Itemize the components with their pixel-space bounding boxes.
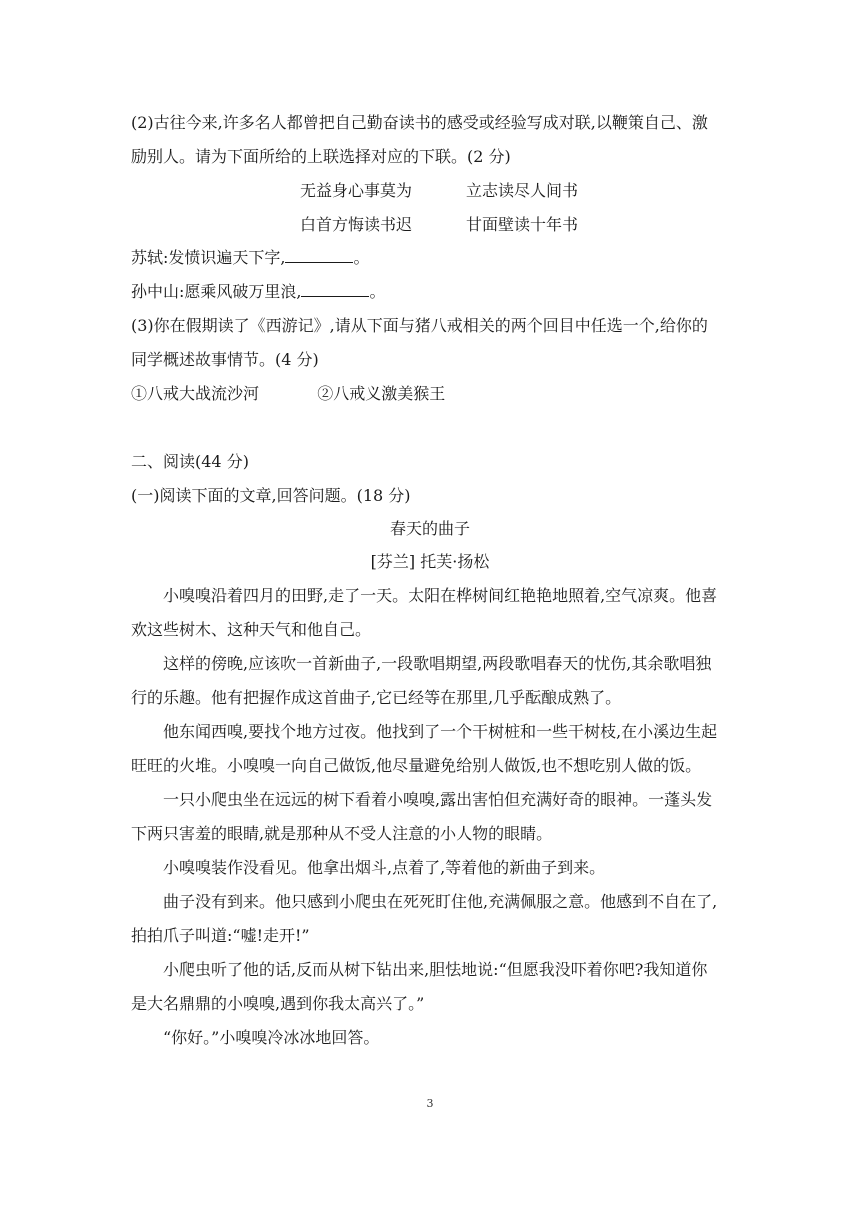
sun-zhongshan-end-mark: 。 — [369, 282, 386, 301]
sun-zhongshan-answer-blank[interactable] — [301, 282, 369, 297]
couplet-option-1: 无益身心事莫为 — [300, 181, 413, 200]
section-heading: 二、阅读(44 分) — [131, 452, 249, 471]
article-paragraph-line: 旺旺的火堆。小嗅嗅一向自己做饭,他尽量避免给别人做饭,也不想吃别人做的饭。 — [131, 756, 702, 775]
article-paragraph-line: 曲子没有到来。他只感到小爬虫在死死盯住他,充满佩服之意。他感到不自在了, — [163, 892, 718, 911]
su-shi-couplet-line — [131, 248, 370, 268]
article-paragraph-line: 小嗅嗅装作没看见。他拿出烟斗,点着了,等着他的新曲子到来。 — [163, 858, 606, 877]
couplet-option-4: 甘面壁读十年书 — [466, 215, 579, 234]
q3-choices — [131, 384, 445, 404]
q2-text-line-2: 励别人。请为下面所给的上联选择对应的下联。(2 分) — [131, 147, 511, 166]
article-title: 春天的曲子 — [389, 519, 470, 538]
q2-text-line-1: (2)古往今来,许多名人都曾把自己勤奋读书的感受或经验写成对联,以鞭策自己、激 — [131, 113, 708, 132]
sun-zhongshan-upper-couplet: 孙中山:愿乘风破万里浪, — [131, 282, 302, 301]
article-paragraph-line: 是大名鼎鼎的小嗅嗅,遇到你我太高兴了。” — [131, 994, 425, 1013]
q3-text-line-1: (3)你在假期读了《西游记》,请从下面与猪八戒相关的两个回目中任选一个,给你的 — [131, 316, 708, 335]
section-sub-heading: (一)阅读下面的文章,回答问题。(18 分) — [131, 486, 411, 505]
article-paragraph-line: 拍拍爪子叫道:“嘘!走开!” — [131, 926, 310, 945]
su-shi-end-mark: 。 — [353, 248, 370, 267]
sun-zhongshan-couplet-line — [131, 282, 386, 302]
couplet-option-3: 白首方悔读书迟 — [300, 215, 413, 234]
su-shi-upper-couplet: 苏轼:发愤识遍天下字, — [131, 248, 286, 267]
article-paragraph-line: 这样的傍晚,应该吹一首新曲子,一段歌唱期望,两段歌唱春天的忧伤,其余歌唱独 — [163, 654, 712, 673]
article-paragraph-line: 他东闻西嗅,要找个地方过夜。他找到了一个干树桩和一些干树枝,在小溪边生起 — [163, 722, 718, 741]
article-paragraph-line: 小爬虫听了他的话,反而从树下钻出来,胆怯地说:“但愿我没吓着你吧?我知道你 — [163, 960, 708, 979]
page-number: 3 — [426, 1097, 434, 1110]
article-paragraph-line: “你好。”小嗅嗅冷冰冰地回答。 — [163, 1028, 380, 1047]
article-paragraph-line: 一只小爬虫坐在远远的树下看着小嗅嗅,露出害怕但充满好奇的眼神。一蓬头发 — [163, 790, 713, 809]
article-paragraph-line: 下两只害羞的眼睛,就是那种从不受人注意的小人物的眼睛。 — [131, 824, 553, 843]
article-author: [芬兰] 托芙·扬松 — [370, 552, 490, 571]
article-paragraph-line: 行的乐趣。他有把握作成这首曲子,它已经等在那里,几乎酝酿成熟了。 — [131, 688, 622, 707]
q3-choice-1: ①八戒大战流沙河 — [131, 384, 260, 403]
article-paragraph-line: 欢这些树木、这种天气和他自己。 — [131, 620, 372, 639]
article-paragraph-line: 小嗅嗅沿着四月的田野,走了一天。太阳在桦树间红艳艳地照着,空气凉爽。他喜 — [163, 586, 718, 605]
su-shi-answer-blank[interactable] — [285, 248, 353, 263]
couplet-option-2: 立志读尽人间书 — [466, 181, 579, 200]
q3-choice-2: ②八戒义激美猴王 — [317, 384, 446, 403]
q3-text-line-2: 同学概述故事情节。(4 分) — [131, 350, 319, 369]
